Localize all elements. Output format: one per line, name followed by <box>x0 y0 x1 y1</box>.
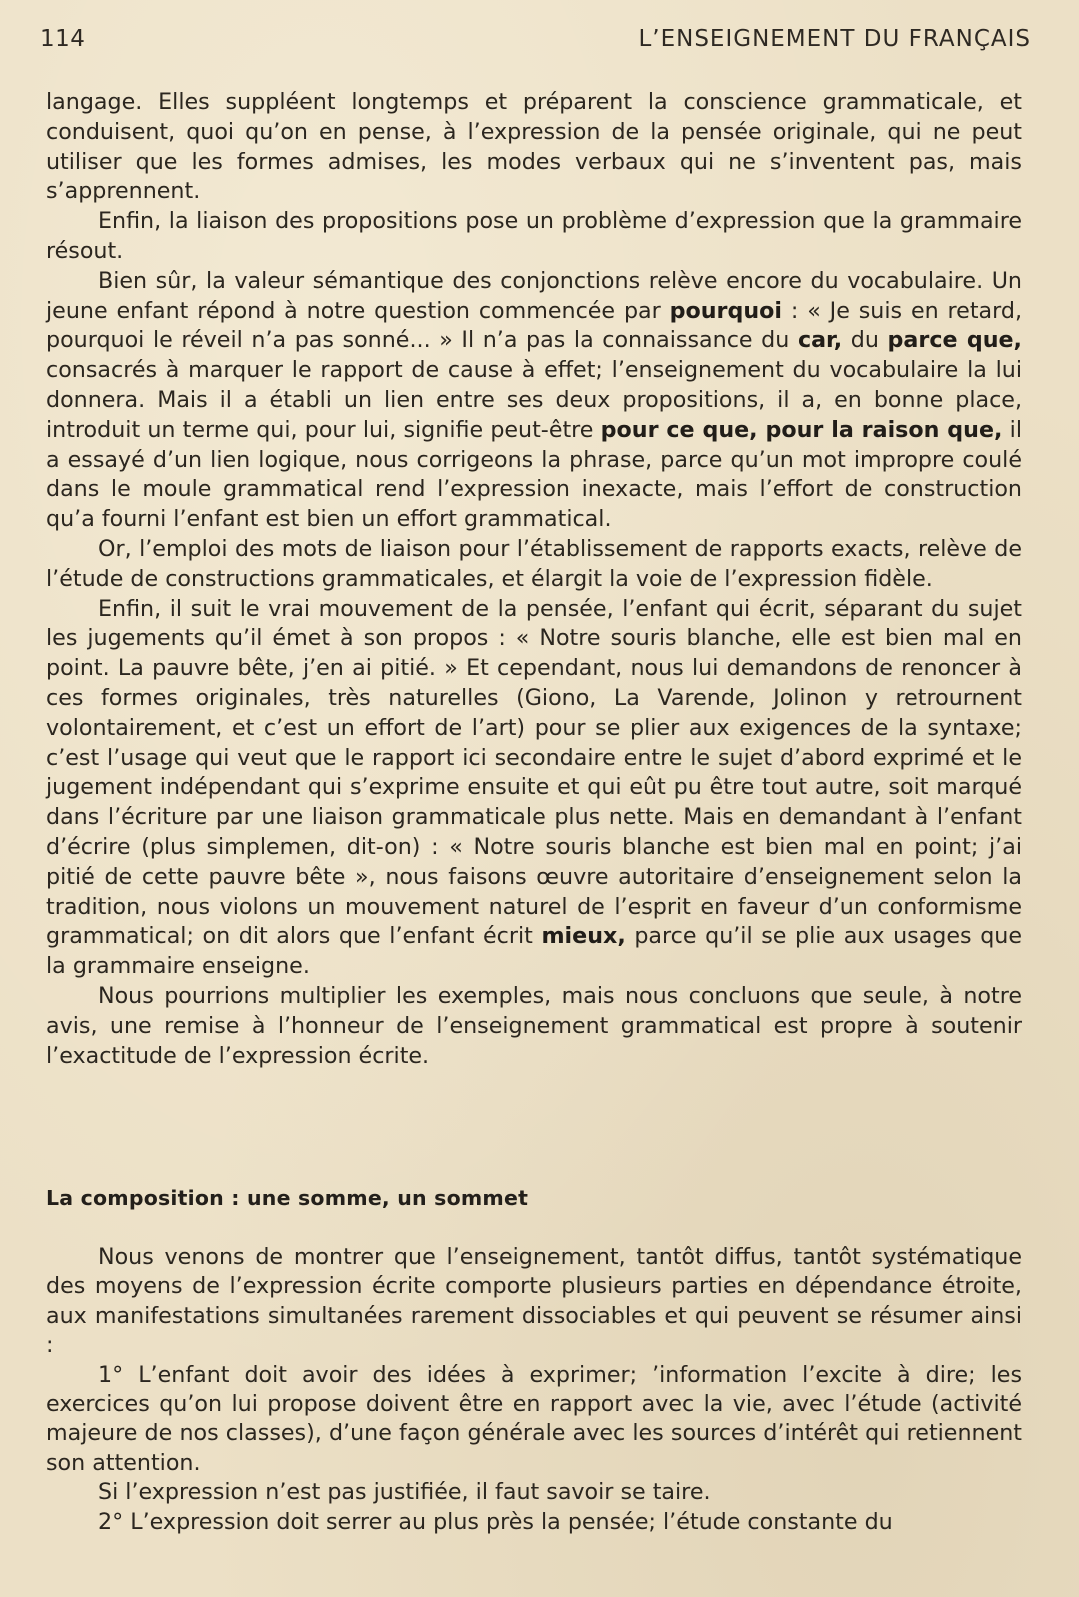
section-text <box>46 1243 1022 1537</box>
text-run: : « Je suis en retard, pourquoi le réveil n’a pas sonné... » Il n’a pas la connaissance du <box>46 297 1022 354</box>
paragraph <box>46 88 1022 207</box>
text-run: Enfin, il suit le vrai mouvement de la pensée, l’enfant qui écrit, séparant du sujet les jugements qu’il émet à son propos : « Notre souris blanche, elle est bien mal en point. La pauvre bête, j’en ai pitié. » Et cependant, nous lui demandons de renoncer à ces formes originales, très naturelles (Giono, La Varende, Jolinon y retrournent volontairement, et c’est un effort de l’art) pour se plier aux exigences de la syntaxe; c’est l’usage qui veut que le rapport ici secondaire entre le sujet d’abord exprimé et le jugement indépendant qui s’exprime ensuite et qui eût pu être tout autre, soit marqué dans l’écriture par une liaison grammaticale plus nette. Mais en demandant à l’enfant d’écrire (plus simplemen, dit-on) : « Notre souris blanche est bien mal en point; j’ai pitié de cette pauvre bête », nous faisons œuvre autoritaire d’enseignement selon la tradition, nous violons un mouvement naturel de l’esprit en faveur d’un conformisme grammatical; on dit alors que l’enfant écrit <box>46 595 1022 950</box>
running-title: L’ENSEIGNEMENT DU FRANÇAIS <box>638 26 1031 52</box>
section-paragraph: Si l’expression n’est pas justifiée, il faut savoir se taire. <box>98 1479 711 1506</box>
paragraph <box>46 595 1022 982</box>
paragraph <box>46 982 1022 1071</box>
bold-term: pour ce que, pour la raison que, <box>600 416 1003 443</box>
section-paragraph: 1° L’enfant doit avoir des idées à exprimer; ’information l’excite à dire; les exercices qu’on lui propose doivent être en rapport avec la vie, avec l’étude (activité majeure de nos classes), d’une façon générale avec les sources d’intérêt qui retiennent son attention. <box>46 1361 1022 1476</box>
section-paragraph: 2° L’expression doit serrer au plus près la pensée; l’étude constante du <box>98 1508 893 1535</box>
text-run: consacrés à marquer le rapport de cause à effet; l’enseignement du vocabulaire la lui donnera. Mais il a établi un lien entre ses deux propositions, il a, en bonne place, introduit un terme qui, pour lui, signifie peut-être <box>46 357 1022 443</box>
section-heading: La composition : une somme, un sommet <box>46 1186 529 1210</box>
bold-term: car, <box>797 327 843 354</box>
paragraph <box>46 267 1022 535</box>
bold-term: pourquoi <box>669 297 783 324</box>
bold-term: parce que, <box>887 327 1022 354</box>
page-header <box>40 26 1031 62</box>
text-run: il a essayé d’un lien logique, nous corrigeons la phrase, parce qu’un mot impropre coulé dans le moule grammatical rend l’expression inexacte, mais l’effort de construction qu’a fourni l’enfant est bien un effort grammatical. <box>46 416 1022 533</box>
bold-term: mieux, <box>541 923 626 950</box>
main-text <box>46 88 1022 1071</box>
text-run: Enfin, la liaison des propositions pose un problème d’expression que la grammaire résout. <box>46 208 1022 264</box>
text-run: parce qu’il se plie aux usages que la grammaire enseigne. <box>46 923 1022 980</box>
section-paragraph: Nous venons de montrer que l’enseignement, tantôt diffus, tantôt systématique des moyens de l’expression écrite comporte plusieurs parties en dépendance étroite, aux manifestations simultanées rarement dissociables et qui peuvent se résumer ainsi : <box>46 1244 1022 1359</box>
text-run: Bien sûr, la valeur sémantique des conjonctions relève encore du vocabulaire. Un jeune enfant répond à notre question commencée par <box>46 267 1022 324</box>
text-run: Nous pourrions multiplier les exemples, mais nous concluons que seule, à notre avis, une remise à l’honneur de l’enseignement grammatical est propre à soutenir l’exactitude de l’expression écrite. <box>46 982 1022 1069</box>
text-run: langage. Elles suppléent longtemps et préparent la conscience grammaticale, et conduisent, quoi qu’on en pense, à l’expression de la pensée originale, qui ne peut utiliser que les formes admises, les modes verbaux qui ne s’inventent pas, mais s’apprennent. <box>46 89 1022 205</box>
paragraph <box>46 207 1022 267</box>
page-number: 114 <box>40 26 86 52</box>
text-run: Or, l’emploi des mots de liaison pour l’établissement de rapports exacts, relève de l’étude de constructions grammaticales, et élargit la voie de l’expression fidèle. <box>46 535 1022 592</box>
text-run: du <box>842 327 888 354</box>
paragraph <box>46 535 1022 595</box>
